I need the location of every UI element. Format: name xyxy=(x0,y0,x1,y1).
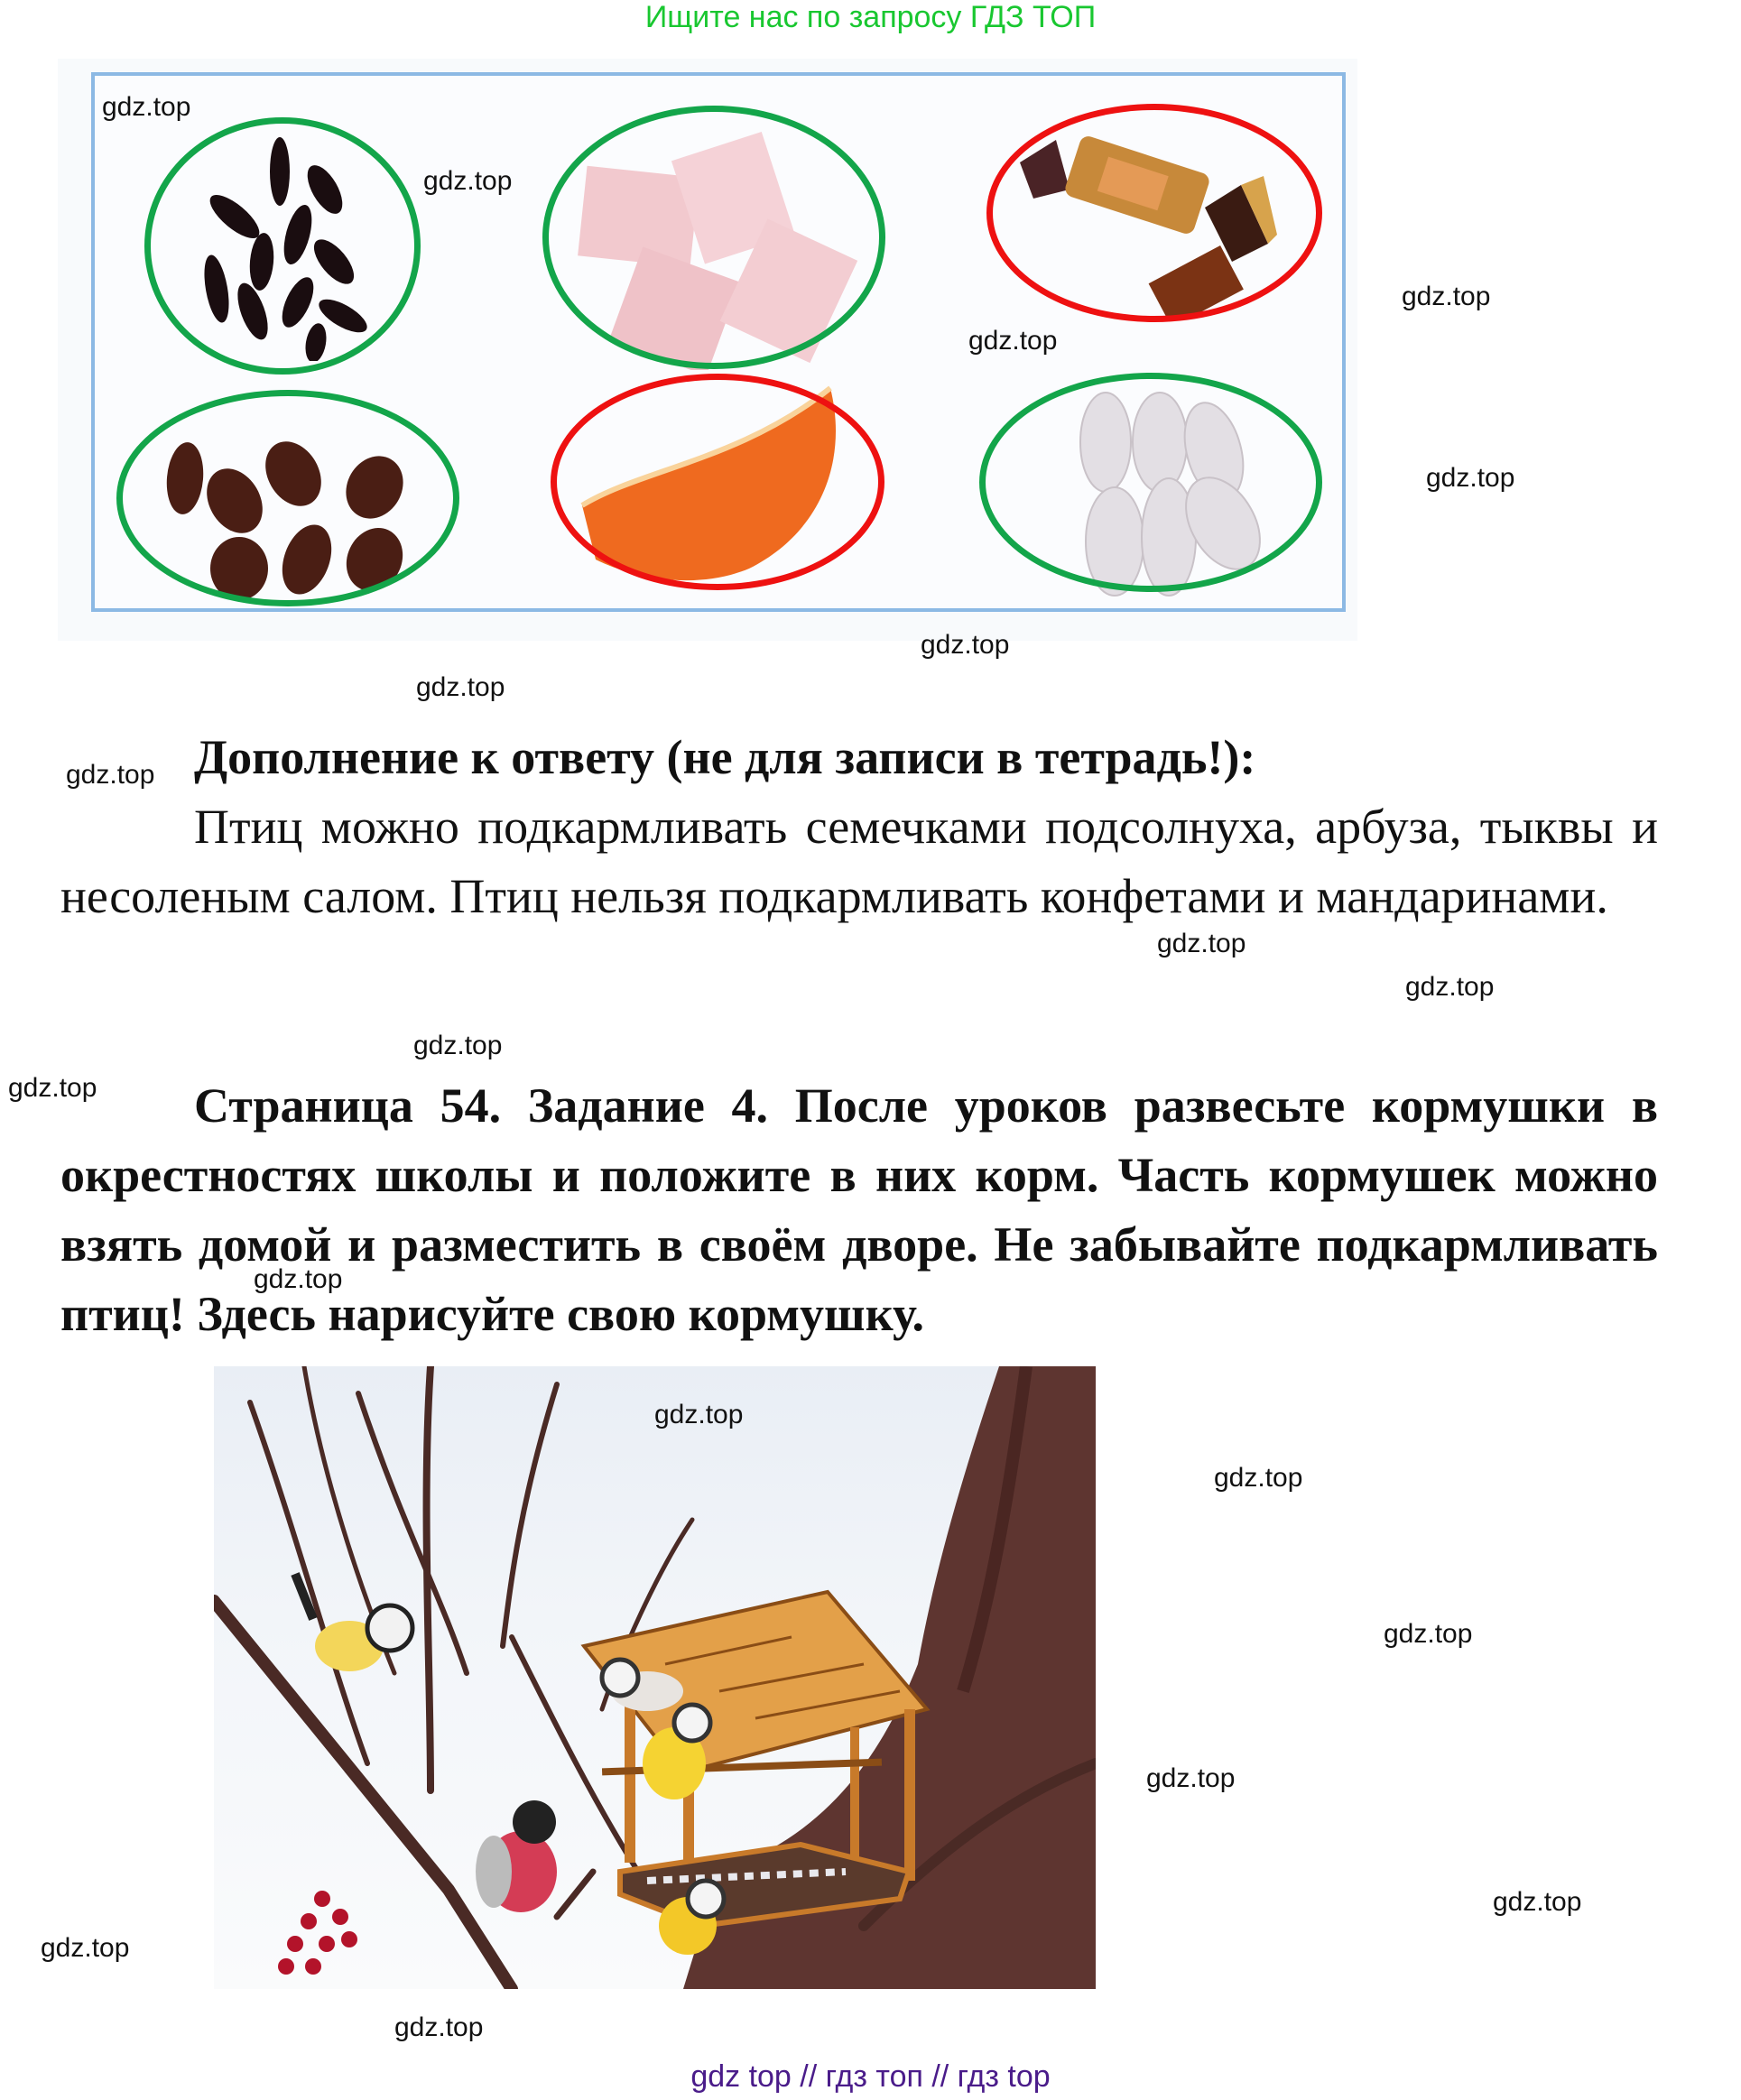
addendum-body: Птиц можно подкармливать семечками подсолнуха, арбуза, тыквы и несоленым салом. Птиц нельзя подкармливать конфетами и мандаринами. xyxy=(60,800,1658,923)
watermark: gdz.top xyxy=(8,1073,97,1103)
task-text: Страница 54. Задание 4. После уроков развесьте кормушки в окрестностях школы и положите в них корм. Часть кормушек можно взять домой и разместить в своём дворе. Не забывайте подкармливать птиц! Здесь нарисуйте свою кормушку. xyxy=(60,1078,1658,1341)
watermark: gdz.top xyxy=(416,672,505,702)
watermark: gdz.top xyxy=(423,166,513,196)
watermark: gdz.top xyxy=(1405,972,1495,1002)
watermark: gdz.top xyxy=(1426,463,1515,493)
watermark: gdz.top xyxy=(921,630,1010,660)
watermark: gdz.top xyxy=(654,1400,744,1429)
mark-allowed-sunflower-seeds xyxy=(144,117,421,375)
watermark: gdz.top xyxy=(1146,1763,1236,1793)
watermark: gdz.top xyxy=(41,1933,130,1963)
watermark: gdz.top xyxy=(1384,1619,1473,1649)
bird-feeder-illustration xyxy=(214,1366,1096,1989)
watermark: gdz.top xyxy=(1157,929,1246,958)
mark-allowed-pumpkin-seeds xyxy=(979,373,1322,592)
watermark: gdz.top xyxy=(394,2012,484,2042)
mark-allowed-salo xyxy=(542,106,885,369)
mark-forbidden-candies xyxy=(986,104,1322,322)
watermark: gdz.top xyxy=(254,1264,343,1294)
watermark: gdz.top xyxy=(968,326,1058,356)
watermark: gdz.top xyxy=(413,1031,503,1060)
search-banner: Ищите нас по запросу ГДЗ ТОП xyxy=(644,0,1097,34)
mark-forbidden-mandarin xyxy=(551,374,884,590)
addendum-heading: Дополнение к ответу (не для записи в тетрадь!): xyxy=(194,730,1256,784)
footer-links: gdz top // гдз топ // гдз top xyxy=(690,2059,1051,2094)
watermark: gdz.top xyxy=(102,92,191,122)
bird-feeder-drawing xyxy=(214,1366,1096,1989)
mark-allowed-watermelon-seeds xyxy=(116,390,459,606)
watermark: gdz.top xyxy=(1214,1463,1303,1493)
watermark: gdz.top xyxy=(1493,1887,1582,1917)
watermark: gdz.top xyxy=(1402,282,1491,311)
watermark: gdz.top xyxy=(66,760,155,790)
